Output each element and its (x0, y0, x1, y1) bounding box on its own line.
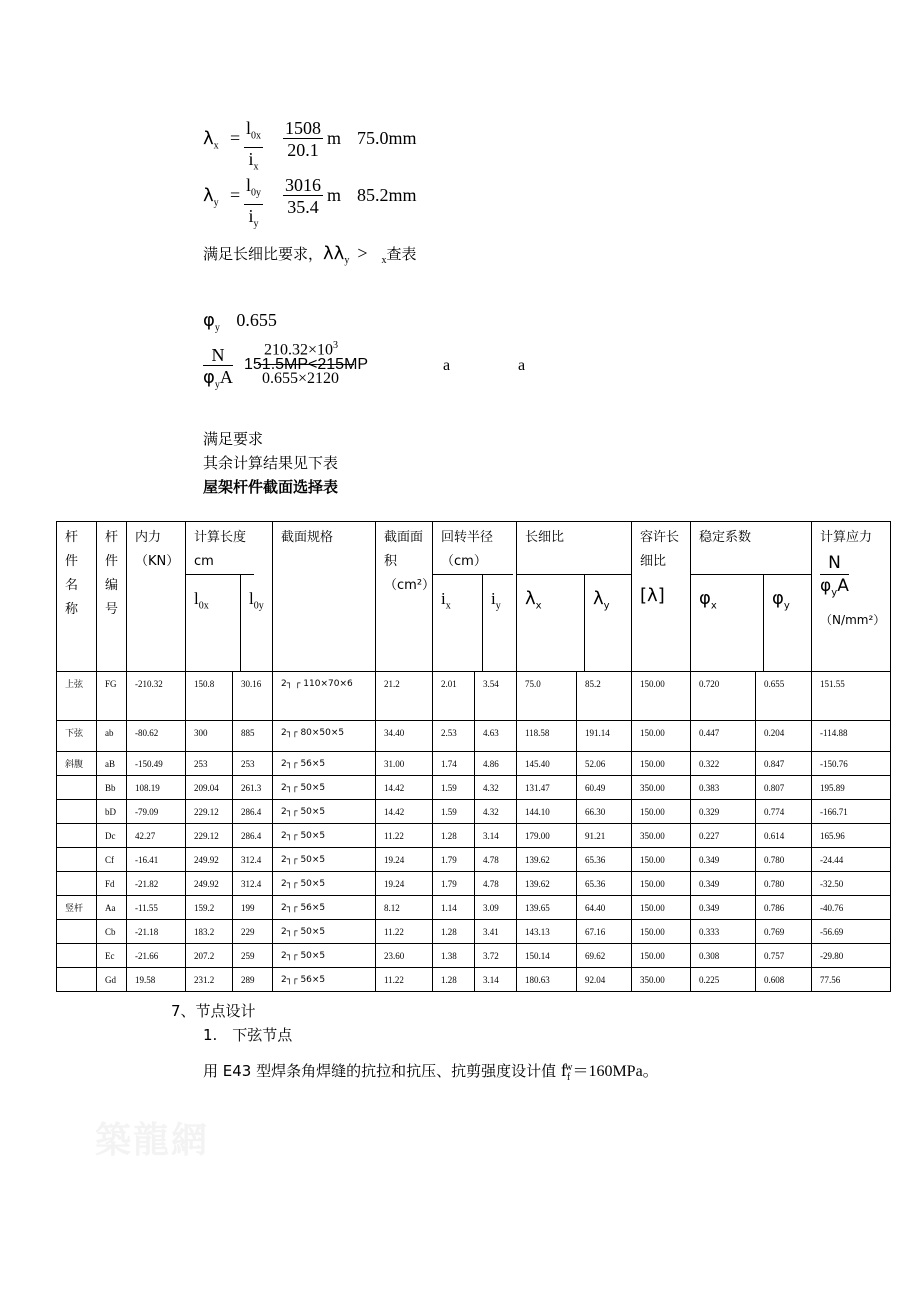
cell-force: -150.49 (127, 752, 186, 776)
table-row (57, 776, 891, 800)
cell-stress: -114.88 (812, 721, 891, 752)
table-row (57, 944, 891, 968)
header-member-name: 杆件名称 (57, 522, 97, 672)
formula-eq-2: = (230, 185, 241, 205)
table-row (57, 872, 891, 896)
cell-l0y: 253 (233, 752, 273, 776)
cell-l0y: 30.16 (233, 672, 273, 721)
cell-name (57, 800, 97, 824)
header-ix: $i_x$ (433, 575, 483, 671)
cell-area: 19.24 (376, 872, 433, 896)
cell-name: 上弦 (57, 672, 97, 721)
cell-number: Gd (97, 968, 127, 992)
cell-stress: -150.76 (812, 752, 891, 776)
formula-lambda-y: $\lambda_y$ (203, 185, 219, 209)
cell-lambda-y: 69.62 (577, 944, 632, 968)
formula-l0y-over-iy: $\frac{l_{0y}}{i_y}$ (246, 175, 262, 230)
cell-phi-y: 0.608 (756, 968, 812, 992)
cell-area: 8.12 (376, 896, 433, 920)
cell-name: 竖杆 (57, 896, 97, 920)
cell-iy: 3.54 (475, 672, 517, 721)
cell-stress: -40.76 (812, 896, 891, 920)
header-phi-x: $\varphi_x$ (691, 575, 764, 671)
cell-lambda-y: 85.2 (577, 672, 632, 721)
cell-l0x: 209.04 (186, 776, 233, 800)
cell-lambda-x: 179.00 (517, 824, 577, 848)
cell-l0y: 199 (233, 896, 273, 920)
formula-lambda-x: $\lambda_x$ (203, 128, 219, 152)
cell-name (57, 824, 97, 848)
cell-phi-x: 0.349 (691, 848, 756, 872)
cell-name (57, 944, 97, 968)
header-force: 内力（KN） (127, 522, 186, 672)
cell-phi-x: 0.383 (691, 776, 756, 800)
cell-phi-x: 0.720 (691, 672, 756, 721)
cell-number: aB (97, 752, 127, 776)
cell-lambda-x: 150.14 (517, 944, 577, 968)
cell-ix: 1.59 (433, 776, 475, 800)
cell-allowable: 350.00 (632, 824, 691, 848)
cell-l0x: 229.12 (186, 824, 233, 848)
cell-l0y: 312.4 (233, 848, 273, 872)
cell-phi-y: 0.757 (756, 944, 812, 968)
cell-phi-y: 0.847 (756, 752, 812, 776)
cell-allowable: 150.00 (632, 920, 691, 944)
header-lambda-y: $\lambda_y$ (593, 588, 610, 612)
cell-allowable: 150.00 (632, 672, 691, 721)
cell-section: 2┐┌ 56×5 (273, 896, 376, 920)
cell-section: 2┐┌ 56×5 (273, 968, 376, 992)
cell-area: 19.24 (376, 848, 433, 872)
cell-iy: 3.41 (475, 920, 517, 944)
stress-n-over-phiA: N $\varphi_yA$ (203, 345, 233, 391)
table-row (57, 752, 891, 776)
cell-ix: 2.53 (433, 721, 475, 752)
cell-lambda-y: 60.49 (577, 776, 632, 800)
cell-number: bD (97, 800, 127, 824)
cell-iy: 3.14 (475, 968, 517, 992)
cell-phi-x: 0.333 (691, 920, 756, 944)
cell-phi-y: 0.769 (756, 920, 812, 944)
cell-number: Aa (97, 896, 127, 920)
cell-force: -80.62 (127, 721, 186, 752)
cell-number: Bb (97, 776, 127, 800)
cell-l0y: 312.4 (233, 872, 273, 896)
header-phi-y: $\varphi_y$ (772, 588, 790, 612)
cell-iy: 4.32 (475, 800, 517, 824)
header-slenderness: 长细比 $\lambda_x$ $\lambda_y$ (517, 522, 632, 672)
cell-force: -79.09 (127, 800, 186, 824)
cell-lambda-y: 66.30 (577, 800, 632, 824)
cell-area: 14.42 (376, 800, 433, 824)
cell-iy: 4.32 (475, 776, 517, 800)
cell-name (57, 776, 97, 800)
formula-result-2: 85.2mm (357, 185, 417, 205)
cell-name: 下弦 (57, 721, 97, 752)
cell-stress: 165.96 (812, 824, 891, 848)
cell-force: 42.27 (127, 824, 186, 848)
header-stress: 计算应力 N $\varphi_yA$ （N/mm²） (812, 522, 891, 672)
cell-allowable: 350.00 (632, 968, 691, 992)
cell-l0x: 229.12 (186, 800, 233, 824)
header-area: 截面面积（cm²） (376, 522, 433, 672)
satisfied-text: 满足要求 (203, 430, 264, 448)
cell-lambda-x: 139.62 (517, 872, 577, 896)
cell-stress: -56.69 (812, 920, 891, 944)
cell-stress: -166.71 (812, 800, 891, 824)
cell-force: -210.32 (127, 672, 186, 721)
cell-l0y: 286.4 (233, 824, 273, 848)
cell-section: 2┐┌ 50×5 (273, 944, 376, 968)
cell-l0x: 150.8 (186, 672, 233, 721)
cell-l0y: 885 (233, 721, 273, 752)
weld-strength-text: 用 E43 型焊条角焊缝的抗拉和抗压、抗剪强度设计值 $f_f^w=160MPa$。 (203, 1060, 659, 1084)
cell-area: 21.2 (376, 672, 433, 721)
table-row (57, 968, 891, 992)
cell-number: Cf (97, 848, 127, 872)
cell-name (57, 968, 97, 992)
cell-force: -21.82 (127, 872, 186, 896)
cell-stress: 195.89 (812, 776, 891, 800)
table-body (57, 672, 891, 992)
header-allow-symbol: [λ] (640, 585, 665, 606)
header-lambda-x: $\lambda_x$ (517, 575, 585, 671)
header-stability: 稳定系数 $\varphi_x$ $\varphi_y$ (691, 522, 812, 672)
stress-numerator: $210.32\times 10^3$ (264, 340, 339, 359)
subsection-lower-chord-node: 1. 下弦节点 (203, 1026, 293, 1044)
cell-name (57, 848, 97, 872)
cell-lambda-y: 65.36 (577, 872, 632, 896)
table-row (57, 920, 891, 944)
cell-lambda-y: 64.40 (577, 896, 632, 920)
cell-allowable: 150.00 (632, 944, 691, 968)
cell-iy: 3.72 (475, 944, 517, 968)
cell-section: 2┐┌ 50×5 (273, 872, 376, 896)
cell-phi-y: 0.774 (756, 800, 812, 824)
cell-section: 2┐┌ 50×5 (273, 848, 376, 872)
cell-force: -16.41 (127, 848, 186, 872)
cell-lambda-x: 145.40 (517, 752, 577, 776)
cell-l0x: 300 (186, 721, 233, 752)
rest-results-text: 其余计算结果见下表 (203, 454, 339, 472)
cell-ix: 1.79 (433, 872, 475, 896)
header-radius: 回转半径（cm） $i_x$ $i_y$ (433, 522, 517, 672)
cell-phi-x: 0.227 (691, 824, 756, 848)
header-stress-fraction: N $\varphi_yA$ (820, 553, 849, 599)
cell-ix: 2.01 (433, 672, 475, 721)
header-allowable: 容许长细比 [λ] (632, 522, 691, 672)
cell-l0x: 249.92 (186, 872, 233, 896)
cell-iy: 4.86 (475, 752, 517, 776)
cell-stress: -24.44 (812, 848, 891, 872)
cell-l0y: 289 (233, 968, 273, 992)
cell-ix: 1.74 (433, 752, 475, 776)
stress-unit-a2: a (518, 357, 526, 374)
cell-lambda-x: 139.62 (517, 848, 577, 872)
cell-lambda-y: 91.21 (577, 824, 632, 848)
cell-area: 31.00 (376, 752, 433, 776)
cell-area: 14.42 (376, 776, 433, 800)
header-section-spec: 截面规格 (273, 522, 376, 672)
cell-allowable: 150.00 (632, 721, 691, 752)
table-header-row (57, 522, 891, 672)
cell-phi-x: 0.308 (691, 944, 756, 968)
cell-section: 2┐┌ 80×50×5 (273, 721, 376, 752)
header-iy: $i_y$ (491, 589, 501, 612)
cell-l0x: 159.2 (186, 896, 233, 920)
cell-l0x: 231.2 (186, 968, 233, 992)
cell-ix: 1.79 (433, 848, 475, 872)
cell-ix: 1.28 (433, 920, 475, 944)
cell-l0y: 259 (233, 944, 273, 968)
cell-stress: 77.56 (812, 968, 891, 992)
cell-section: 2┐┌ 56×5 (273, 752, 376, 776)
cell-lambda-y: 52.06 (577, 752, 632, 776)
cell-phi-y: 0.204 (756, 721, 812, 752)
cell-phi-y: 0.614 (756, 824, 812, 848)
formula-l0x-over-ix: $\frac{l_{0x}}{i_x}$ (246, 118, 262, 173)
slenderness-requirement-line: 满足长细比要求，$\lambda\lambda_y > _x$查表 (203, 243, 417, 267)
cell-phi-x: 0.349 (691, 872, 756, 896)
table-row (57, 721, 891, 752)
cell-ix: 1.59 (433, 800, 475, 824)
cell-allowable: 150.00 (632, 872, 691, 896)
cell-phi-x: 0.225 (691, 968, 756, 992)
cell-ix: 1.14 (433, 896, 475, 920)
cell-lambda-x: 143.13 (517, 920, 577, 944)
cell-area: 34.40 (376, 721, 433, 752)
cell-lambda-x: 144.10 (517, 800, 577, 824)
cell-section: 2┐┌ 50×5 (273, 824, 376, 848)
cell-name (57, 920, 97, 944)
cell-l0y: 261.3 (233, 776, 273, 800)
cell-lambda-y: 65.36 (577, 848, 632, 872)
cell-force: -21.66 (127, 944, 186, 968)
cell-lambda-y: 191.14 (577, 721, 632, 752)
phi-y-value: $\varphi_y$ 0.655 (203, 310, 277, 334)
table-row (57, 848, 891, 872)
header-calc-length: 计算长度cm $l_{0x}$ $l_{0y}$ (186, 522, 273, 672)
cell-number: Cb (97, 920, 127, 944)
cell-l0x: 249.92 (186, 848, 233, 872)
cell-number: Fd (97, 872, 127, 896)
cell-lambda-x: 131.47 (517, 776, 577, 800)
table-row (57, 800, 891, 824)
cell-area: 11.22 (376, 968, 433, 992)
cell-force: 108.19 (127, 776, 186, 800)
cell-lambda-x: 118.58 (517, 721, 577, 752)
cell-name (57, 872, 97, 896)
formula-eq: = (230, 128, 241, 148)
cell-force: -21.18 (127, 920, 186, 944)
cell-iy: 4.63 (475, 721, 517, 752)
cell-lambda-y: 67.16 (577, 920, 632, 944)
member-section-table (56, 521, 891, 992)
cell-phi-y: 0.786 (756, 896, 812, 920)
header-l0y: $l_{0y}$ (249, 589, 264, 612)
table-title: 屋架杆件截面选择表 (203, 478, 339, 496)
cell-area: 23.60 (376, 944, 433, 968)
cell-lambda-x: 75.0 (517, 672, 577, 721)
cell-area: 11.22 (376, 824, 433, 848)
cell-name: 斜腹 (57, 752, 97, 776)
cell-number: ab (97, 721, 127, 752)
stress-denominator: 0.655×2120 (262, 370, 340, 387)
section-node-design: 7、节点设计 (171, 1002, 256, 1020)
cell-number: Dc (97, 824, 127, 848)
table-row (57, 896, 891, 920)
cell-l0x: 253 (186, 752, 233, 776)
cell-force: 19.58 (127, 968, 186, 992)
cell-iy: 4.78 (475, 872, 517, 896)
cell-l0y: 286.4 (233, 800, 273, 824)
cell-section: 2┐┌ 50×5 (273, 800, 376, 824)
cell-force: -11.55 (127, 896, 186, 920)
cell-allowable: 150.00 (632, 896, 691, 920)
cell-ix: 1.28 (433, 968, 475, 992)
cell-allowable: 150.00 (632, 752, 691, 776)
cell-ix: 1.38 (433, 944, 475, 968)
cell-area: 11.22 (376, 920, 433, 944)
cell-lambda-x: 180.63 (517, 968, 577, 992)
formula-result: 75.0mm (357, 128, 417, 148)
cell-phi-x: 0.322 (691, 752, 756, 776)
formula-unit: m (327, 128, 342, 148)
formula-1508-over-20: $\frac{1508}{20.1}$ (285, 118, 321, 160)
header-l0x: $l_{0x}$ (186, 575, 241, 671)
stress-result: 151.5MP<215MP (244, 356, 369, 373)
cell-phi-x: 0.349 (691, 896, 756, 920)
cell-iy: 3.09 (475, 896, 517, 920)
cell-allowable: 150.00 (632, 848, 691, 872)
stress-unit-a1: a (443, 357, 451, 374)
cell-stress: 151.55 (812, 672, 891, 721)
table-row (57, 824, 891, 848)
cell-l0x: 183.2 (186, 920, 233, 944)
cell-phi-x: 0.329 (691, 800, 756, 824)
cell-number: FG (97, 672, 127, 721)
cell-l0y: 229 (233, 920, 273, 944)
cell-ix: 1.28 (433, 824, 475, 848)
cell-iy: 3.14 (475, 824, 517, 848)
watermark: 築龍網 (95, 1120, 210, 1161)
cell-number: Ec (97, 944, 127, 968)
cell-phi-x: 0.447 (691, 721, 756, 752)
cell-iy: 4.78 (475, 848, 517, 872)
header-member-number: 杆件编号 (97, 522, 127, 672)
cell-l0x: 207.2 (186, 944, 233, 968)
cell-stress: -29.80 (812, 944, 891, 968)
cell-phi-y: 0.780 (756, 872, 812, 896)
cell-section: 2┐ ┌ 110×70×6 (273, 672, 376, 721)
cell-stress: -32.50 (812, 872, 891, 896)
cell-section: 2┐┌ 50×5 (273, 776, 376, 800)
cell-phi-y: 0.780 (756, 848, 812, 872)
formula-3016-over-35: $\frac{3016}{35.4}$ (285, 175, 321, 217)
table-row (57, 672, 891, 721)
cell-allowable: 350.00 (632, 776, 691, 800)
cell-allowable: 150.00 (632, 800, 691, 824)
cell-phi-y: 0.807 (756, 776, 812, 800)
cell-phi-y: 0.655 (756, 672, 812, 721)
cell-lambda-y: 92.04 (577, 968, 632, 992)
cell-lambda-x: 139.65 (517, 896, 577, 920)
cell-section: 2┐┌ 50×5 (273, 920, 376, 944)
formula-unit-2: m (327, 185, 342, 205)
